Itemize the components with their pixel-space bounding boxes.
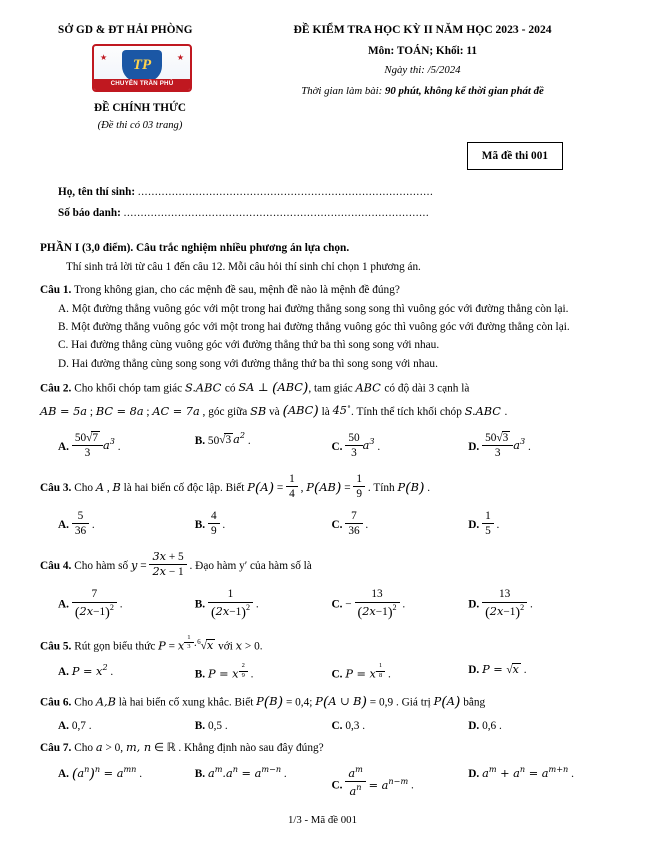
exam-date: Ngày thi: /5/2024 xyxy=(384,64,461,77)
question-3-option-d[interactable]: D. $\frac{1}{5}$ . xyxy=(468,509,500,538)
question-1 xyxy=(40,282,605,298)
question-7-option-a[interactable]: A. $(a^n)^n = a^{mn}$ . xyxy=(58,764,143,783)
question-2-option-d[interactable]: D. $\frac{50√3}{3}$ $a^3$ . xyxy=(468,431,531,459)
question-1-option-d[interactable]: D. Hai đường thẳng cùng song song với đường thẳng thứ ba thì song song với nhau. xyxy=(58,357,438,370)
question-2-label: Câu 2. xyxy=(40,382,72,395)
question-4: Câu 4. Cho hàm số y = $\frac{3x + 5}{2x - 1}$ . Đạo hàm y′ của hàm số là xyxy=(40,550,312,579)
candidate-id-label: Số báo danh: xyxy=(58,207,121,220)
document-header xyxy=(40,22,605,134)
question-7-label: Câu 7. xyxy=(40,742,72,754)
question-7-option-d[interactable]: D. $a^m + a^n = a^{m+n}$ . xyxy=(468,764,574,781)
question-4-stem: Cho hàm số xyxy=(74,560,129,573)
question-2-expr-1: S.ABC xyxy=(184,381,225,395)
question-4-label: Câu 4. xyxy=(40,560,72,573)
question-4-options xyxy=(40,587,605,621)
question-1-option-c[interactable]: C. Hai đường thẳng cùng vuông góc với đường thẳng thứ ba thì song song với nhau. xyxy=(58,339,440,352)
school-logo xyxy=(92,44,188,96)
exam-duration: Thời gian làm bài: 90 phút, không kể thời gian phát đề xyxy=(301,84,544,97)
question-7: Câu 7. Cho a > 0, m, n ∈ ℝ . Khẳng định nào sau đây đúng? xyxy=(40,741,324,754)
question-6-option-b[interactable]: B. 0,5 . xyxy=(194,719,228,732)
logo-monogram: TP xyxy=(122,50,162,82)
question-6-label: Câu 6. xyxy=(40,696,72,709)
question-2-option-a[interactable]: A. $\frac{50√7}{3}$ $a^3$ . xyxy=(58,431,121,459)
question-4-option-a[interactable]: A. $\frac{7}{(2x-1)^2}$ . xyxy=(58,588,123,620)
question-3-options xyxy=(40,509,605,538)
question-7-option-c[interactable]: C. $\frac{a^m}{a^n}$ = $a^{n-m}$ . xyxy=(331,764,414,799)
exam-duration-value: 90 phút, không kể thời gian phát đề xyxy=(384,84,544,97)
part-heading: PHẦN I (3,0 điểm). Câu trắc nghiệm nhiều phương án lựa chọn. xyxy=(40,241,350,254)
logo-ribbon-text: CHUYÊN TRẦN PHÚ xyxy=(94,79,190,90)
question-4-option-b[interactable]: B. $\frac{1}{(2x-1)^2}$ . xyxy=(194,588,259,620)
exam-code-row xyxy=(40,142,605,170)
question-6-option-c[interactable]: C. 0,3 . xyxy=(331,719,366,732)
question-3-option-b[interactable]: B. $\frac{4}{9}$ . xyxy=(194,509,226,538)
question-4-stem-end: . Đạo hàm y′ của hàm số là xyxy=(189,560,312,573)
question-6-option-a[interactable]: A. 0,7 . xyxy=(58,719,92,732)
question-5-option-d[interactable]: D. P = √x . xyxy=(468,663,527,677)
header-right xyxy=(240,22,605,99)
exam-code-box: Mã đề thi 001 xyxy=(467,142,563,170)
question-6-options xyxy=(40,718,605,734)
question-2-expr-3: ABC xyxy=(355,381,385,395)
question-3: Câu 3. Cho A , B là hai biến cố độc lập. Biết P(A) = $\frac{1}{4}$ , P(AB) = $\frac{1}{9}$ . Tính P(B) . xyxy=(40,472,431,500)
candidate-id-line xyxy=(58,205,605,221)
question-6-option-d[interactable]: D. 0,6 . xyxy=(468,719,502,732)
question-2-options xyxy=(40,431,605,460)
question-7-options xyxy=(40,764,605,799)
question-1-stem: Trong không gian, cho các mệnh đề sau, mệnh đề nào là mệnh đề đúng? xyxy=(74,284,400,297)
question-1-option-a[interactable]: A. Một đường thẳng vuông góc với một trong hai đường thẳng song song thì vuông góc với đường thẳng còn lại. xyxy=(58,302,569,315)
question-5-options xyxy=(40,662,605,683)
question-2-expr-2: SA ⊥ (ABC) xyxy=(238,381,309,398)
question-6: Câu 6. Cho A,B là hai biến cố xung khắc. Biết P(B) = 0,4; P(A ∪ B) = 0,9 . Giá trị P(A) bằng xyxy=(40,695,486,712)
question-3-option-a[interactable]: A. $\frac{5}{36}$ . xyxy=(58,509,95,538)
logo-box xyxy=(92,44,192,92)
star-icon-right: ★ xyxy=(176,53,184,63)
question-2-stem-part1: Cho khối chóp tam giác xyxy=(74,382,183,395)
candidate-name-line xyxy=(58,184,605,200)
question-1-option-b[interactable]: B. Một đường thẳng vuông góc với một trong hai đường thẳng vuông góc thì vuông góc với đường thẳng còn lại. xyxy=(58,321,570,334)
pages-note: (Đề thi có 03 trang) xyxy=(97,120,183,132)
question-2-option-c[interactable]: C. $\frac{50}{3}$ $a^3$ . xyxy=(331,431,381,459)
question-3-label: Câu 3. xyxy=(40,481,72,494)
question-2-option-b[interactable]: B. 50√3 $a^2$ . xyxy=(194,430,251,447)
part-instruction: Thí sinh trả lời từ câu 1 đến câu 12. Mỗi câu hỏi thí sinh chỉ chọn 1 phương án. xyxy=(66,261,421,274)
department-name: SỞ GD & ĐT HẢI PHÒNG xyxy=(58,24,193,36)
candidate-name-label: Họ, tên thí sinh: xyxy=(58,186,136,199)
question-7-option-b[interactable]: B. $a^m.a^n = a^{m-n}$ . xyxy=(194,764,287,781)
question-2: Câu 2. Cho khối chóp tam giác S.ABC có SA ⊥ (ABC), tam giác ABC có độ dài 3 cạnh là xyxy=(40,381,470,398)
question-5-stem: Rút gọn biểu thức xyxy=(74,640,156,653)
question-1-label: Câu 1. xyxy=(40,284,72,297)
question-5-label: Câu 5. xyxy=(40,640,72,653)
official-label: ĐỀ CHÍNH THỨC xyxy=(94,102,186,115)
exam-title: ĐỀ KIỂM TRA HỌC KỲ II NĂM HỌC 2023 - 2024 xyxy=(293,23,552,36)
header-left xyxy=(40,22,240,134)
question-5-option-c[interactable]: C. P = x $^{\frac{1}{8}}$ . xyxy=(331,662,391,681)
question-5-option-b[interactable]: B. P = x $^{\frac{2}{9}}$ . xyxy=(194,662,254,681)
candidate-name-dots[interactable]: ....................................................................................... xyxy=(137,186,434,199)
question-2-stem-line2: AB = 5a ; BC = 8a ; AC = 7a , góc giữa SB và (ABC) là 45∘. Tính thể tích khối chóp S.ABC . xyxy=(40,401,508,421)
page-footer: 1/3 - Mã đề 001 xyxy=(288,814,357,827)
star-icon-left: ★ xyxy=(100,53,108,63)
question-4-option-c[interactable]: C. − $\frac{13}{(2x-1)^2}$ . xyxy=(331,588,406,620)
candidate-info xyxy=(40,184,605,221)
question-4-option-d[interactable]: D. $\frac{13}{(2x-1)^2}$ . xyxy=(468,588,533,620)
question-2-stem-part2: Tính thể tích khối chóp xyxy=(356,405,462,418)
question-5-option-a[interactable]: A. $P = x^2$ . xyxy=(58,662,114,679)
question-5: Câu 5. Rút gọn biểu thức P = x $^{\frac{1}{3}}$ ·$^6$√x với x > 0. xyxy=(40,633,263,653)
exam-subject: Môn: TOÁN; Khối: 11 xyxy=(367,44,478,57)
question-3-option-c[interactable]: C. $\frac{7}{36}$ . xyxy=(331,509,369,538)
candidate-id-dots[interactable]: .......................................................................................... xyxy=(123,207,430,220)
